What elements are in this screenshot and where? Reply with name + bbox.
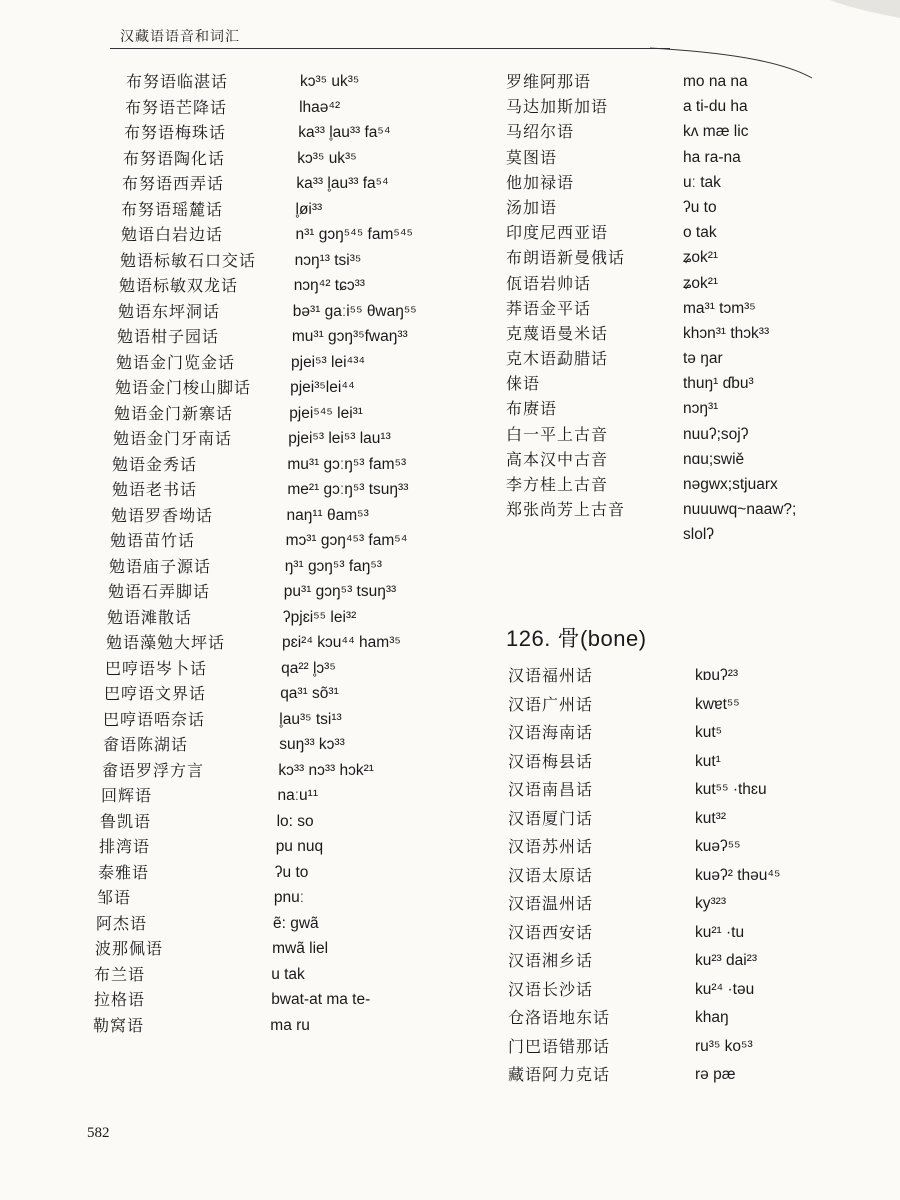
language-name: 汉语海南话 [508,723,594,742]
language-name: 勒窝语 [93,1015,145,1035]
language-name: 汉语温州话 [508,894,594,913]
language-name: 汉语湘乡话 [508,951,594,970]
language-name: 勉语金秀话 [112,454,198,474]
page-header [0,0,900,52]
entry-row [0,450,900,475]
entry-row [0,809,900,838]
word-form: nɔŋ⁴² tɕɔ³³ [293,277,365,294]
entry-row [0,475,900,500]
language-name: 回辉语 [101,786,153,805]
word-form: me²¹ gɔːŋ⁵³ tsuŋ³³ [287,481,409,498]
word-form: pjei³⁵lei⁴⁴ [290,379,355,396]
word-form: pjei⁵⁴⁵ lei³¹ [289,404,363,422]
word-form: khɔn³¹ thɔk³³ [683,324,770,342]
language-name: 鲁凯语 [100,811,152,831]
word-form: khaŋ [695,1009,729,1026]
language-name: 巴哼语文界话 [104,684,207,703]
entry-row [0,148,900,173]
entry-row [0,923,900,952]
entry-row [0,97,900,122]
language-name: 勉语金门新寨话 [114,403,234,423]
running-head: 汉藏语语音和词汇 [120,29,240,45]
word-form: kut¹ [695,752,721,770]
word-form: bwat-at ma te- [271,991,371,1008]
language-name: 畲语罗浮方言 [102,760,205,780]
word-form: ku²⁴ ·təu [695,980,755,998]
entry-row [0,525,900,550]
word-form: nɑu;swiě [683,450,745,468]
word-form: ka³³ l̥au³³ fa⁵⁴ [298,124,391,141]
language-name: 莫图语 [506,147,558,167]
word-form: ʔu to [683,198,717,216]
language-name: 郑张尚芳上古音 [506,500,626,520]
language-name: 勉语标敏石口交话 [120,250,257,270]
language-name: 汉语西安话 [508,922,594,942]
entry-row [0,837,900,866]
language-name: 布赓语 [506,399,558,419]
entry-row [0,349,900,374]
word-form: ʔpjɛi⁵⁵ lei³² [282,608,357,626]
language-name: 勉语苗竹话 [110,531,196,550]
entry-row [0,557,480,583]
word-form: pu³¹ gɔŋ⁵³ tsuŋ³³ [283,583,397,600]
language-name: 克木语勐腊话 [506,349,609,369]
word-form: ʑok²¹ [683,249,719,267]
language-name: 马达加斯加语 [506,97,609,117]
language-name: 布努语梅珠话 [124,123,227,142]
word-form: mu³¹ gɔːŋ⁵³ fam⁵³ [287,455,407,473]
word-form: kwɐt⁵⁵ [695,695,740,713]
language-name: 布努语临湛话 [126,72,229,91]
word-form: o tak [683,224,717,242]
section-title: 骨(bone) [557,626,647,651]
word-form: u tak [271,965,305,983]
language-name: 勉语标敏双龙话 [119,276,239,295]
language-name: 巴哼语唔奈话 [103,709,206,729]
word-form: lhaə⁴² [299,98,341,116]
word-form: nɔŋ¹³ tsi³⁵ [294,251,362,269]
language-name: 汉语太原话 [508,865,594,885]
word-form: pjei⁵³ lei⁵³ lau¹³ [288,430,391,447]
word-form: ŋ³¹ gɔŋ⁵³ faŋ⁵³ [284,557,382,575]
language-name: 勉语老书话 [112,480,198,499]
language-name: 勉语金门览金话 [116,352,236,372]
section-number: 126. [506,626,551,651]
language-name: 仓洛语地东话 [508,1008,611,1027]
section-heading [506,622,647,653]
word-form: kɔ³³ nɔ³³ hɔk²¹ [278,761,374,779]
word-form: suŋ³³ kɔ³³ [279,736,345,753]
word-form: ẽ: gwã [273,914,319,932]
language-name: 高本汉中古音 [506,449,609,469]
entry-row [0,122,900,147]
word-form: n³¹ gɔŋ⁵⁴⁵ fam⁵⁴⁵ [295,226,413,243]
entry-row [0,274,900,299]
language-name: 布朗语新曼俄话 [506,248,626,268]
word-form: mɔ³¹ gɔŋ⁴⁵³ fam⁵⁴ [285,532,408,549]
word-form: kut⁵ [695,724,723,741]
right-column-bottom-list [0,666,900,1094]
entry-row [0,248,900,273]
word-form: nɔŋ³¹ [683,400,719,418]
language-name: 克蔑语曼米话 [506,323,609,343]
language-name: 波那佩语 [95,939,164,958]
word-form: kʌ mæ lic [683,123,749,141]
word-form: pu nuq [275,838,324,855]
language-name: 汉语苏州话 [508,837,594,856]
word-form: thuŋ¹ ɗbu³ [683,375,754,393]
word-form: ma³¹ tɔm³⁵ [683,299,756,317]
word-form: naŋ¹¹ θam⁵³ [286,506,369,524]
language-name: 勉语东坪洞话 [118,301,221,321]
language-name: 佤语岩帅话 [506,273,592,293]
language-name: 畲语陈湖话 [103,735,189,754]
language-name: 布努语瑶麓话 [121,199,224,219]
word-form: ku²¹ ·tu [695,923,745,941]
word-form: qa³¹ sõ³¹ [280,685,339,702]
word-form: ky³²³ [695,895,726,912]
word-form: pɛi²⁴ kɔu⁴⁴ ham³⁵ [282,634,401,651]
entry-row [0,723,900,752]
language-name: 拉格语 [94,990,146,1009]
word-form: rə pæ [695,1066,736,1083]
page-number: 582 [87,1125,110,1141]
word-form: kɔ³⁵ uk³⁵ [297,149,357,167]
language-name: 勉语柑子园话 [117,327,220,346]
language-name: 勉语庙子源话 [109,556,212,576]
language-name: 白一平上古音 [506,424,609,444]
entry-row [0,500,900,525]
word-form: a ti-du ha [683,98,748,116]
word-form: ha ra-na [683,148,741,166]
language-name: 印度尼西亚语 [506,223,609,243]
word-form: nuuuwq~naaw?; [683,501,797,519]
word-form: l̥øi³³ [295,200,323,218]
language-name: 布努语陶化话 [123,148,226,168]
language-name: 勉语藻勉大坪话 [106,633,226,652]
word-form: ma ru [270,1016,310,1034]
entry-row [0,299,900,324]
language-name: 汉语长沙话 [508,979,594,999]
word-form: nuuʔ;sojʔ [683,425,749,443]
language-name: 布兰语 [94,964,146,984]
entry-row [0,1037,900,1066]
language-name: 他加禄语 [506,172,575,192]
word-form: mu³¹ gɔŋ³⁵fwaŋ³³ [291,328,408,345]
word-form: slolʔ [683,526,715,544]
entry-row [0,633,480,659]
language-name: 勉语罗香坳话 [111,505,214,525]
word-form: qa²² l̥ɔ³⁵ [281,659,336,677]
language-name: 俫语 [506,374,541,394]
word-form: kuəʔ⁵⁵ [695,838,741,855]
language-name: 汉语广州话 [508,694,594,714]
entry-row [0,894,900,923]
language-name: 李方桂上古音 [506,475,609,494]
word-form: mo na na [683,73,748,90]
language-name: 勉语滩散话 [107,607,193,627]
language-name: 布努语芒降话 [125,97,228,117]
language-name: 汉语厦门话 [508,808,594,828]
language-name: 勉语石弄脚话 [108,582,211,601]
word-form: tə ŋar [683,350,723,368]
language-name: 巴哼语岑卜话 [105,658,208,678]
word-form: ʔu to [274,863,309,881]
language-name: 邹语 [97,888,132,907]
entry-row [0,425,900,450]
language-name: 罗维阿那语 [506,72,592,91]
right-column-top-list [0,72,900,551]
word-form: naːu¹¹ [277,787,318,804]
word-form: ka³³ l̥au³³ fa⁵⁴ [296,175,389,192]
entry-row [0,951,900,980]
entry-row [0,666,900,695]
entry-row [0,582,480,608]
word-form: nəgwx;stjuarx [683,476,778,493]
word-form: ru³⁵ ko⁵³ [695,1037,753,1055]
entry-row [0,1065,900,1094]
word-form: bə³¹ gaːi⁵⁵ θwaŋ⁵⁵ [292,302,417,320]
word-form: kut⁵⁵ ·thɛu [695,781,767,798]
language-name: 马绍尔语 [506,122,575,142]
language-name: 汉语福州话 [508,666,594,685]
entry-row [0,1008,900,1037]
entry-row [0,198,900,223]
word-form: ku²³ dai²³ [695,952,758,969]
word-form: l̥au³⁵ tsi¹³ [279,710,342,728]
language-name: 门巴语错那话 [508,1036,611,1056]
entry-row [0,780,900,809]
word-form: kuəʔ² thəu⁴⁵ [695,866,781,884]
entry-row [0,752,900,781]
language-name: 勉语金门梭山脚话 [115,378,252,397]
language-name: 勉语金门牙南话 [113,429,233,448]
entry-row [0,223,900,248]
entry-row [0,608,480,634]
language-name: 汉语南昌话 [508,780,594,799]
word-form: ʑok²¹ [683,274,719,292]
word-form: kɒuʔ²³ [695,667,739,684]
entry-row [0,399,900,424]
entry-row [0,374,900,399]
word-form: uː tak [683,173,721,191]
word-form: lo: so [276,812,314,830]
language-name: 汤加语 [506,197,558,217]
entry-row [0,866,900,895]
language-name: 莽语金平话 [506,298,592,318]
word-form: kut³² [695,809,726,827]
language-name: 布努语西弄话 [122,174,225,193]
language-name: 汉语梅县话 [508,751,594,771]
entry-row [0,695,900,724]
entry-row [0,324,900,349]
entry-row [0,980,900,1009]
language-name: 泰雅语 [98,862,150,882]
word-form: kɔ³⁵ uk³⁵ [300,73,360,90]
entry-row [0,173,900,198]
word-form: mwã liel [272,940,329,957]
language-name: 排湾语 [99,837,151,856]
language-name: 勉语白岩边话 [121,225,224,244]
entry-row [0,72,900,97]
language-name: 阿杰语 [96,913,148,933]
language-name: 藏语阿力克话 [508,1065,611,1084]
word-form: pnuː [273,889,305,906]
word-form: pjei⁵³ lei⁴³⁴ [291,353,366,371]
